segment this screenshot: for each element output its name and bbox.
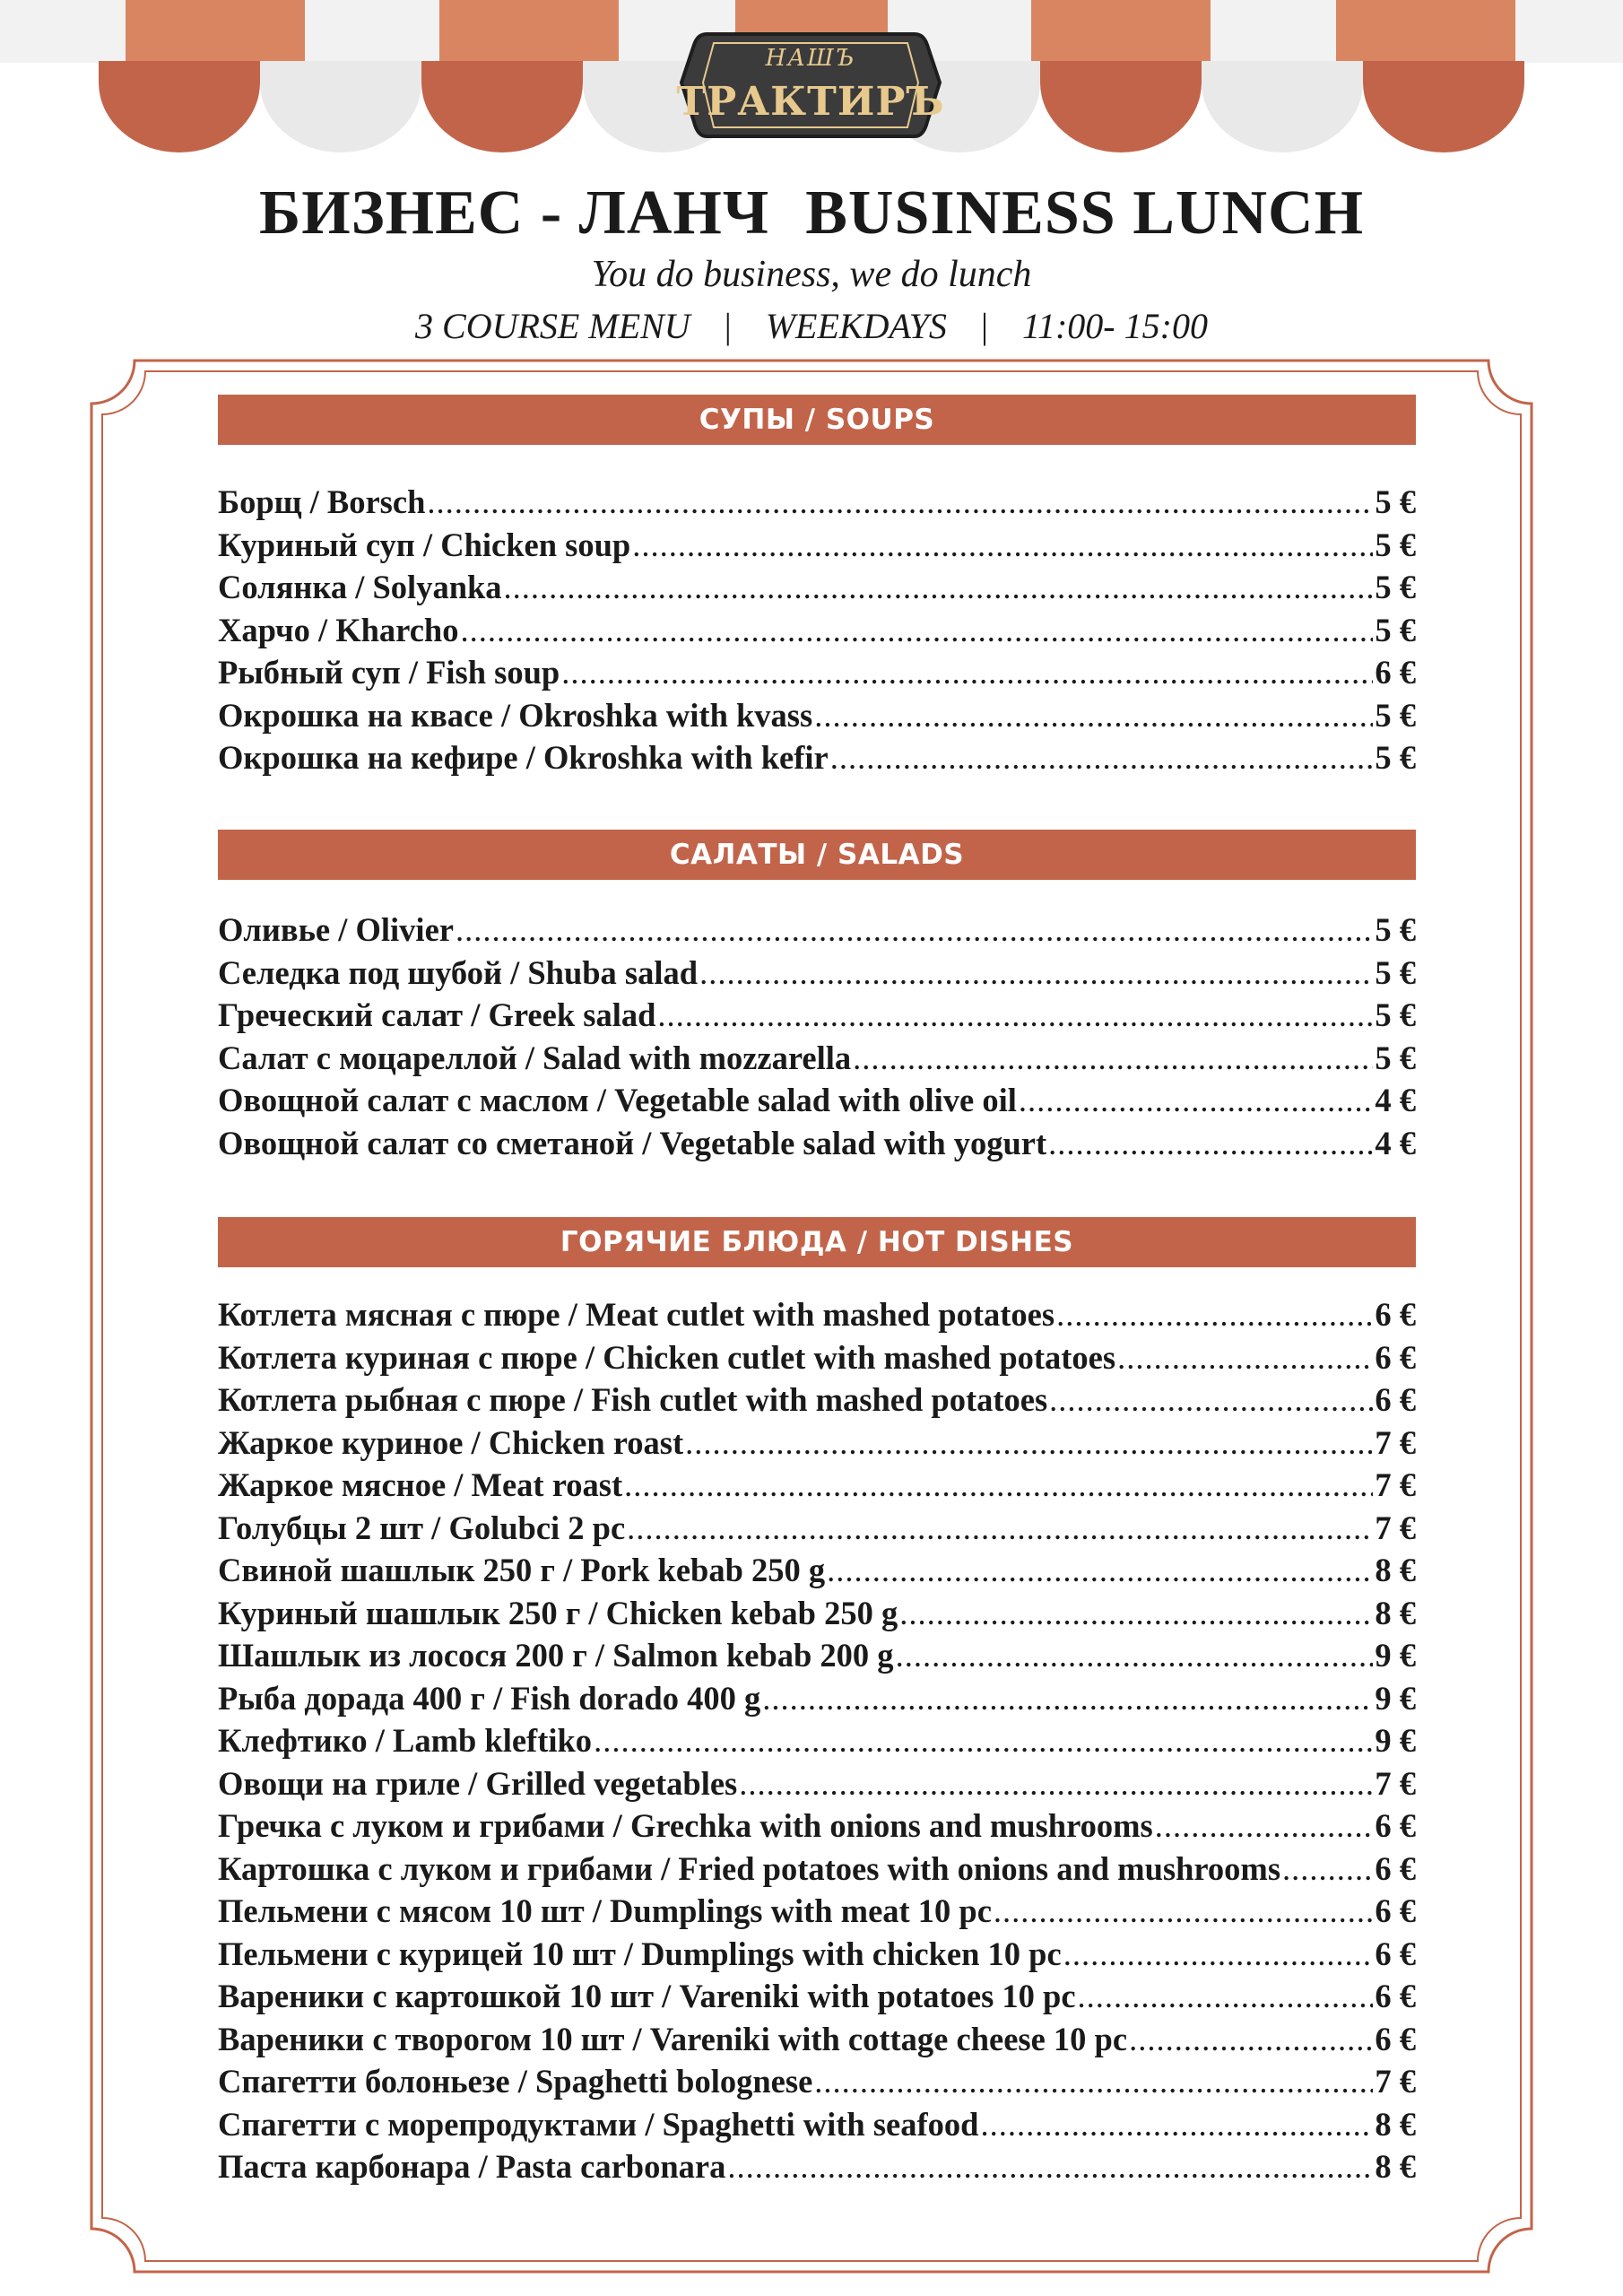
list-item bbox=[218, 1081, 1416, 1124]
item-name: Куриный суп / Chicken soup bbox=[218, 526, 631, 563]
item-price: 5 € bbox=[1375, 911, 1416, 948]
dot-leader bbox=[460, 611, 1373, 649]
item-name: Картошка с луком и грибами / Fried potatoes with onions and mushrooms bbox=[218, 1849, 1281, 1887]
item-name: Пельмени с мясом 10 шт / Dumplings with meat 10 pc bbox=[218, 1892, 992, 1929]
list-item bbox=[218, 483, 1416, 526]
item-price: 5 € bbox=[1375, 569, 1416, 605]
item-price: 6 € bbox=[1375, 1296, 1416, 1333]
item-price: 7 € bbox=[1375, 1764, 1416, 1802]
dot-leader bbox=[594, 1721, 1373, 1760]
list-item bbox=[218, 2147, 1416, 2190]
list-item bbox=[218, 1935, 1416, 1978]
dot-leader bbox=[699, 953, 1373, 992]
item-name: Вареники с картошкой 10 шт / Vareniki with potatoes 10 pc bbox=[218, 1978, 1076, 2014]
dot-leader bbox=[899, 1594, 1373, 1632]
item-price: 8 € bbox=[1375, 1594, 1416, 1631]
dot-leader bbox=[896, 1636, 1374, 1674]
menu-info bbox=[0, 305, 1623, 347]
item-price: 6 € bbox=[1375, 1849, 1416, 1887]
dot-leader bbox=[1078, 1977, 1374, 2015]
item-price: 6 € bbox=[1375, 1935, 1416, 1972]
list-item bbox=[218, 1509, 1416, 1552]
list-item bbox=[218, 1465, 1416, 1509]
item-price: 6 € bbox=[1375, 1381, 1416, 1418]
tagline: You do business, we do lunch bbox=[591, 254, 1032, 295]
list-item bbox=[218, 1806, 1416, 1849]
list-item bbox=[218, 1039, 1416, 1082]
title-en: BUSINESS LUNCH bbox=[805, 178, 1365, 248]
item-name: Свиной шашлык 250 г / Pork kebab 250 g bbox=[218, 1552, 826, 1588]
item-price: 5 € bbox=[1375, 1039, 1416, 1076]
item-price: 9 € bbox=[1375, 1679, 1416, 1717]
logo-line-1: НАШЪ bbox=[765, 45, 856, 72]
item-name: Куриный шашлык 250 г / Chicken kebab 250 g bbox=[218, 1594, 898, 1631]
dot-leader bbox=[739, 1764, 1373, 1803]
item-price: 6 € bbox=[1375, 1892, 1416, 1929]
item-price: 6 € bbox=[1375, 2020, 1416, 2057]
list-item bbox=[218, 611, 1416, 654]
dot-leader bbox=[1048, 1124, 1373, 1162]
item-price: 5 € bbox=[1375, 483, 1416, 520]
item-name: Котлета мясная с пюре / Meat cutlet with mashed potatoes bbox=[218, 1296, 1055, 1333]
item-price: 5 € bbox=[1375, 526, 1416, 563]
item-name: Жаркое куриное / Chicken roast bbox=[218, 1423, 684, 1461]
dot-leader bbox=[561, 653, 1373, 691]
list-item bbox=[218, 2062, 1416, 2105]
item-name: Оливье / Olivier bbox=[218, 911, 454, 948]
item-name: Жаркое мясное / Meat roast bbox=[218, 1466, 623, 1503]
section-header-soups: СУПЫ / SOUPS bbox=[218, 395, 1416, 445]
item-name: Рыба дорада 400 г / Fish dorado 400 g bbox=[218, 1679, 761, 1717]
list-item bbox=[218, 910, 1416, 953]
item-price: 4 € bbox=[1375, 1082, 1416, 1118]
item-name: Котлета рыбная с пюре / Fish cutlet with mashed potatoes bbox=[218, 1381, 1048, 1418]
item-price: 5 € bbox=[1375, 611, 1416, 648]
item-name: Харчо / Kharcho bbox=[218, 611, 459, 648]
item-price: 6 € bbox=[1375, 1338, 1416, 1376]
item-name: Гречка с луком и грибами / Grechka with onions and mushrooms bbox=[218, 1807, 1153, 1844]
list-item bbox=[218, 1124, 1416, 1167]
item-name: Овощной салат с маслом / Vegetable salad with olive oil bbox=[218, 1082, 1017, 1118]
item-name: Селедка под шубой / Shuba salad bbox=[218, 953, 699, 991]
dot-leader bbox=[1049, 1380, 1373, 1419]
item-name: Шашлык из лосося 200 г / Salmon kebab 200 g bbox=[218, 1637, 894, 1674]
item-price: 6 € bbox=[1375, 1807, 1416, 1844]
list-item bbox=[218, 1764, 1416, 1807]
item-name: Окрошка на кефире / Okroshka with kefir bbox=[218, 739, 829, 776]
item-name: Котлета куриная с пюре / Chicken cutlet with mashed potatoes bbox=[218, 1338, 1116, 1376]
item-price: 7 € bbox=[1375, 1509, 1416, 1546]
salads-list bbox=[218, 910, 1416, 1166]
item-name: Греческий салат / Greek salad bbox=[218, 996, 656, 1033]
item-name: Пельмени с курицей 10 шт / Dumplings with chicken 10 pc bbox=[218, 1935, 1062, 1972]
dot-leader bbox=[627, 1509, 1373, 1547]
list-item bbox=[218, 1423, 1416, 1466]
dot-leader bbox=[1155, 1806, 1374, 1845]
dot-leader bbox=[827, 1551, 1373, 1589]
list-item bbox=[218, 1551, 1416, 1594]
item-price: 4 € bbox=[1375, 1124, 1416, 1161]
list-item bbox=[218, 1295, 1416, 1338]
item-price: 8 € bbox=[1375, 1552, 1416, 1588]
list-item bbox=[218, 1977, 1416, 2020]
list-item bbox=[218, 1679, 1416, 1722]
list-item bbox=[218, 738, 1416, 781]
item-price: 5 € bbox=[1375, 953, 1416, 991]
title-ru: БИЗНЕС - ЛАНЧ bbox=[258, 178, 770, 248]
dot-leader bbox=[632, 526, 1373, 564]
item-price: 7 € bbox=[1375, 1466, 1416, 1503]
dot-leader bbox=[504, 568, 1374, 606]
dot-leader bbox=[727, 2147, 1373, 2186]
list-item bbox=[218, 1338, 1416, 1381]
dot-leader bbox=[1282, 1849, 1373, 1888]
item-price: 8 € bbox=[1375, 2105, 1416, 2143]
item-price: 6 € bbox=[1375, 654, 1416, 691]
dot-leader bbox=[980, 2105, 1373, 2144]
logo-line-2: ТРАКТИРЪ bbox=[676, 79, 945, 125]
dot-leader bbox=[624, 1465, 1373, 1504]
item-name: Клефтико / Lamb kleftiko bbox=[218, 1722, 593, 1759]
page-title bbox=[0, 178, 1623, 249]
item-price: 5 € bbox=[1375, 996, 1416, 1033]
item-name: Окрошка на квасе / Okroshka with kvass bbox=[218, 696, 813, 734]
list-item bbox=[218, 953, 1416, 996]
restaurant-logo bbox=[671, 25, 950, 158]
dot-leader bbox=[1117, 1338, 1373, 1377]
hot-dishes-list bbox=[218, 1295, 1416, 2190]
info-days: WEEKDAYS bbox=[765, 306, 947, 346]
dot-leader bbox=[994, 1892, 1373, 1930]
info-course: 3 COURSE MENU bbox=[415, 306, 690, 346]
dot-leader bbox=[1056, 1295, 1373, 1334]
item-price: 6 € bbox=[1375, 1978, 1416, 2014]
item-price: 5 € bbox=[1375, 696, 1416, 734]
info-hours: 11:00- 15:00 bbox=[1021, 306, 1208, 346]
item-name: Овощной салат со сметаной / Vegetable salad with yogurt bbox=[218, 1124, 1047, 1161]
list-item bbox=[218, 696, 1416, 739]
soups-list bbox=[218, 483, 1416, 781]
list-item bbox=[218, 1636, 1416, 1679]
item-price: 8 € bbox=[1375, 2148, 1416, 2185]
dot-leader bbox=[1019, 1081, 1373, 1119]
list-item bbox=[218, 1721, 1416, 1764]
list-item bbox=[218, 1849, 1416, 1892]
list-item bbox=[218, 2020, 1416, 2063]
item-name: Солянка / Solyanka bbox=[218, 569, 502, 605]
dot-leader bbox=[657, 996, 1373, 1034]
item-name: Борщ / Borsch bbox=[218, 483, 426, 520]
dot-leader bbox=[762, 1679, 1373, 1718]
list-item bbox=[218, 568, 1416, 611]
item-name: Овощи на гриле / Grilled vegetables bbox=[218, 1764, 738, 1802]
item-price: 7 € bbox=[1375, 1423, 1416, 1461]
dot-leader bbox=[830, 738, 1374, 777]
list-item bbox=[218, 653, 1416, 696]
dot-leader bbox=[814, 2062, 1373, 2100]
dot-leader bbox=[685, 1423, 1373, 1462]
section-header-hot-dishes: ГОРЯЧИЕ БЛЮДА / HOT DISHES bbox=[218, 1217, 1416, 1267]
list-item bbox=[218, 2105, 1416, 2148]
item-name: Спагетти болоньезе / Spaghetti bolognese bbox=[218, 2063, 813, 2100]
list-item bbox=[218, 1594, 1416, 1637]
item-name: Рыбный суп / Fish soup bbox=[218, 654, 560, 691]
item-name: Вареники с творогом 10 шт / Vareniki with cottage cheese 10 pc bbox=[218, 2020, 1128, 2057]
dot-leader bbox=[456, 910, 1373, 949]
info-separator: | bbox=[724, 306, 732, 346]
list-item bbox=[218, 526, 1416, 569]
dot-leader bbox=[1063, 1935, 1374, 1973]
dot-leader bbox=[1129, 2020, 1373, 2058]
item-price: 5 € bbox=[1375, 739, 1416, 776]
item-price: 9 € bbox=[1375, 1637, 1416, 1674]
dot-leader bbox=[853, 1039, 1373, 1077]
info-separator: | bbox=[980, 306, 988, 346]
list-item bbox=[218, 996, 1416, 1039]
dot-leader bbox=[814, 696, 1373, 735]
item-name: Салат с моцареллой / Salad with mozzarella bbox=[218, 1039, 852, 1076]
dot-leader bbox=[427, 483, 1373, 521]
item-name: Паста карбонара / Pasta carbonara bbox=[218, 2148, 726, 2185]
list-item bbox=[218, 1380, 1416, 1423]
section-header-salads: САЛАТЫ / SALADS bbox=[218, 830, 1416, 880]
item-price: 9 € bbox=[1375, 1722, 1416, 1759]
list-item bbox=[218, 1892, 1416, 1935]
item-name: Спагетти с морепродуктами / Spaghetti with seafood bbox=[218, 2105, 979, 2143]
item-name: Голубцы 2 шт / Golubci 2 pc bbox=[218, 1509, 626, 1546]
item-price: 7 € bbox=[1375, 2063, 1416, 2100]
